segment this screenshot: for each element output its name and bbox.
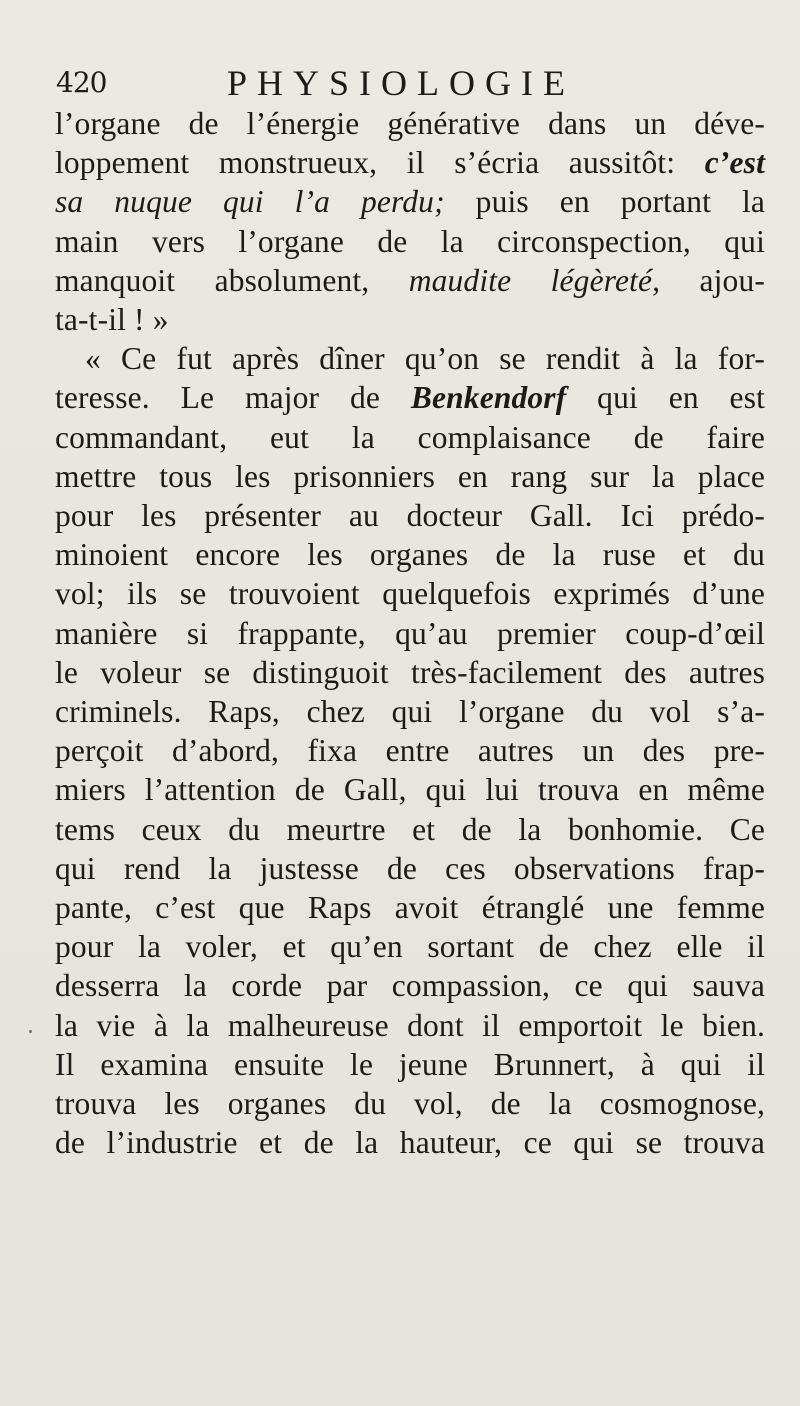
running-title: PHYSIOLOGIE (227, 63, 575, 103)
paper-speck (29, 1030, 32, 1033)
text-line-7: « Ce fut après dîner qu’on se rendit à la for- (85, 341, 765, 377)
text-line-23: desserra la corde par compassion, ce qui sauva (55, 968, 765, 1004)
text-line-22: pour la voler, et qu’en sortant de chez elle il (55, 929, 765, 965)
text-line-2: loppement monstrueux, il s’écria aussitôt: c’est (55, 145, 765, 181)
page-number: 420 (56, 66, 107, 99)
text-line-3: sa nuque qui l’a perdu; puis en portant la (55, 184, 765, 220)
text-line-12: minoient encore les organes de la ruse et du (55, 537, 765, 573)
body-text (55, 104, 765, 1162)
text-line-1: l’organe de l’énergie générative dans un déve- (55, 106, 765, 141)
text-line-8: teresse. Le major de Benkendorf qui en est (55, 380, 765, 416)
text-line-5: manquoit absolument, maudite légèreté, ajou- (55, 262, 765, 298)
text-line-16: criminels. Raps, chez qui l’organe du vol s’a- (55, 694, 765, 730)
text-line-14: manière si frappante, qu’au premier coup-d’œil (55, 615, 765, 651)
text-line-24: la vie à la malheureuse dont il emportoit le bien. (55, 1007, 765, 1043)
text-line-4: main vers l’organe de la circonspection, qui (55, 223, 765, 259)
text-line-17: perçoit d’abord, fixa entre autres un des pre- (55, 733, 765, 769)
text-line-27: de l’industrie et de la hauteur, ce qui se trouva (55, 1125, 765, 1161)
text-line-11: pour les présenter au docteur Gall. Ici prédo- (55, 498, 765, 534)
text-line-19: tems ceux du meurtre et de la bonhomie. Ce (55, 811, 765, 847)
text-line-20: qui rend la justesse de ces observations frap- (55, 850, 765, 886)
text-line-6: ta-t-il ! » (55, 302, 169, 338)
text-line-9: commandant, eut la complaisance de faire (55, 419, 765, 455)
text-line-21: pante, c’est que Raps avoit étranglé une femme (55, 890, 765, 926)
text-line-15: le voleur se distinguoit très-facilement des autres (55, 654, 765, 690)
text-line-13: vol; ils se trouvoient quelquefois exprimés d’une (55, 576, 765, 612)
text-line-26: trouva les organes du vol, de la cosmognose, (55, 1086, 765, 1122)
text-line-10: mettre tous les prisonniers en rang sur la place (55, 458, 765, 494)
page-header (56, 62, 756, 106)
text-line-25: Il examina ensuite le jeune Brunnert, à qui il (55, 1046, 765, 1082)
text-line-18: miers l’attention de Gall, qui lui trouva en même (55, 772, 765, 808)
